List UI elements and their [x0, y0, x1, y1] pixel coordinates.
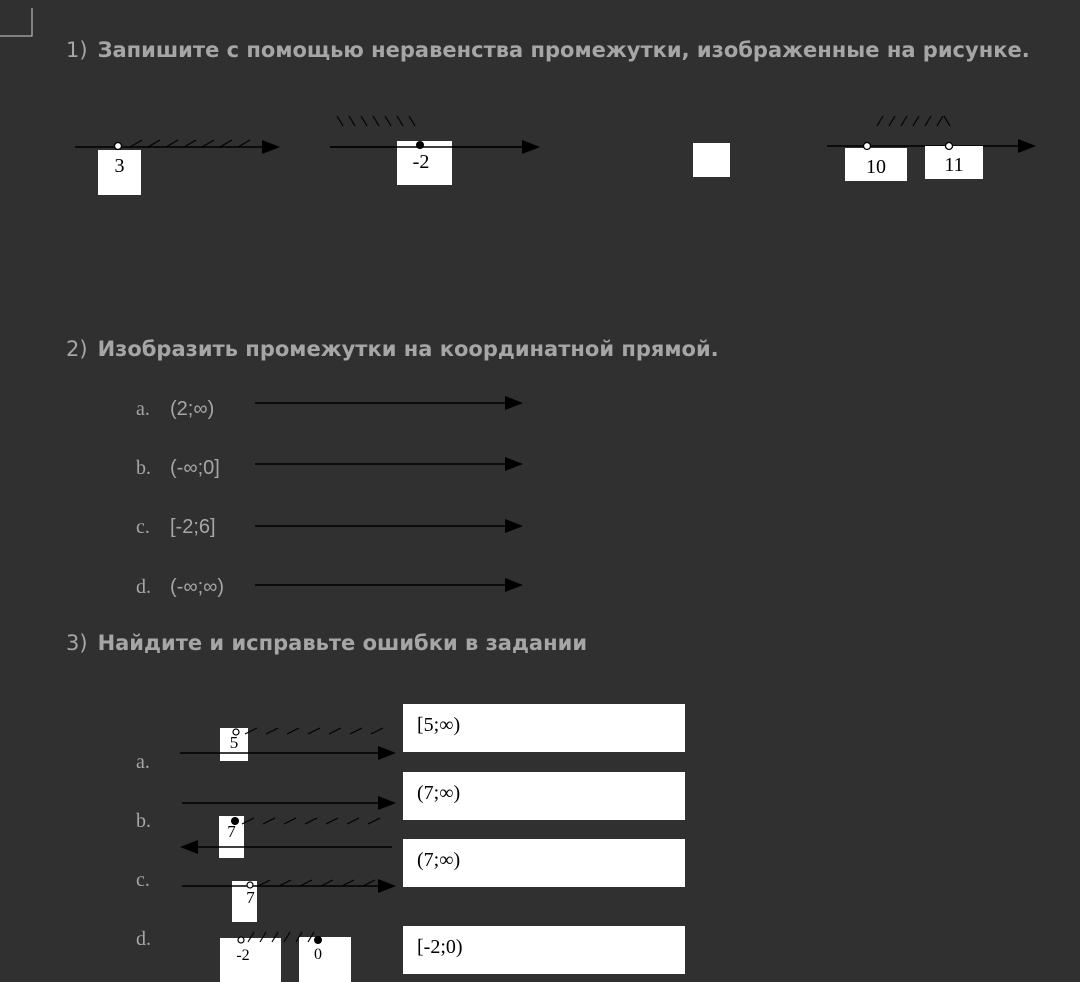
task3-item-d-letter: d.	[136, 928, 151, 950]
task1-figure-3-box	[693, 143, 730, 177]
page-corner-mark	[0, 0, 34, 38]
task1-title: Запишите с помощью неравенства промежутки, изображенные на рисунке.	[97, 38, 1030, 62]
task3-item-b-answer-box[interactable]	[403, 772, 685, 820]
task2-item-d-letter: d.	[136, 576, 151, 598]
task3-item-b-letter: b.	[136, 810, 151, 832]
task3-item-b-answer: (7;∞)	[417, 782, 461, 804]
task2-item-a-axis	[255, 393, 525, 415]
task3-item-a-answer-box[interactable]	[403, 704, 685, 752]
task2-number: 2)	[66, 337, 88, 361]
task2-item-d-axis	[255, 575, 525, 597]
task3-title: Найдите и исправьте ошибки в задании	[97, 631, 588, 655]
task1-figure-1-label: 3	[114, 155, 125, 177]
task3-item-c-figure	[180, 870, 405, 925]
task1-heading	[66, 38, 1030, 62]
task1-figure-4-label-10: 10	[866, 156, 886, 178]
task3-item-d-label-neg2: -2	[236, 947, 250, 964]
task3-number: 3)	[66, 631, 88, 655]
task2-item-b-interval: (-∞;0]	[170, 457, 220, 479]
task3-item-c-answer: (7;∞)	[417, 849, 461, 871]
task2-item-c-axis	[255, 516, 525, 538]
task1-figure-4-label-11: 11	[944, 154, 964, 176]
task3-item-a-figure	[180, 718, 405, 768]
task2-item-a-interval: (2;∞)	[170, 398, 215, 420]
task3-item-c-answer-box[interactable]	[403, 839, 685, 887]
task3-item-c-letter: c.	[136, 869, 150, 891]
task2-title: Изобразить промежутки на координатной прямой.	[97, 337, 719, 361]
task3-item-a-letter: a.	[136, 751, 150, 773]
task2-item-a-letter: a.	[136, 398, 150, 420]
task1-figure-2-label: -2	[412, 151, 430, 173]
task2-heading	[66, 337, 719, 361]
task3-item-d-label-0: 0	[314, 946, 322, 963]
task2-item-b-axis	[255, 454, 525, 476]
task3-item-a-label: 5	[229, 733, 239, 752]
task2-item-c-interval: [-2;6]	[170, 516, 216, 538]
task3-item-a-answer: [5;∞)	[417, 714, 461, 736]
task3-item-b-label: 7	[227, 822, 236, 841]
task1-number: 1)	[66, 38, 88, 62]
task3-item-c-label: 7	[246, 888, 255, 907]
task3-item-d-answer-box[interactable]	[403, 926, 685, 974]
task3-heading	[66, 631, 587, 655]
task1-figure-2	[325, 108, 550, 188]
task2-item-c-letter: c.	[136, 516, 150, 538]
task2-item-d-interval: (-∞;∞)	[170, 576, 225, 598]
task3-item-b-figure	[178, 790, 403, 860]
task3-item-d-answer: [-2;0)	[417, 936, 463, 958]
task2-item-b-letter: b.	[136, 457, 151, 479]
